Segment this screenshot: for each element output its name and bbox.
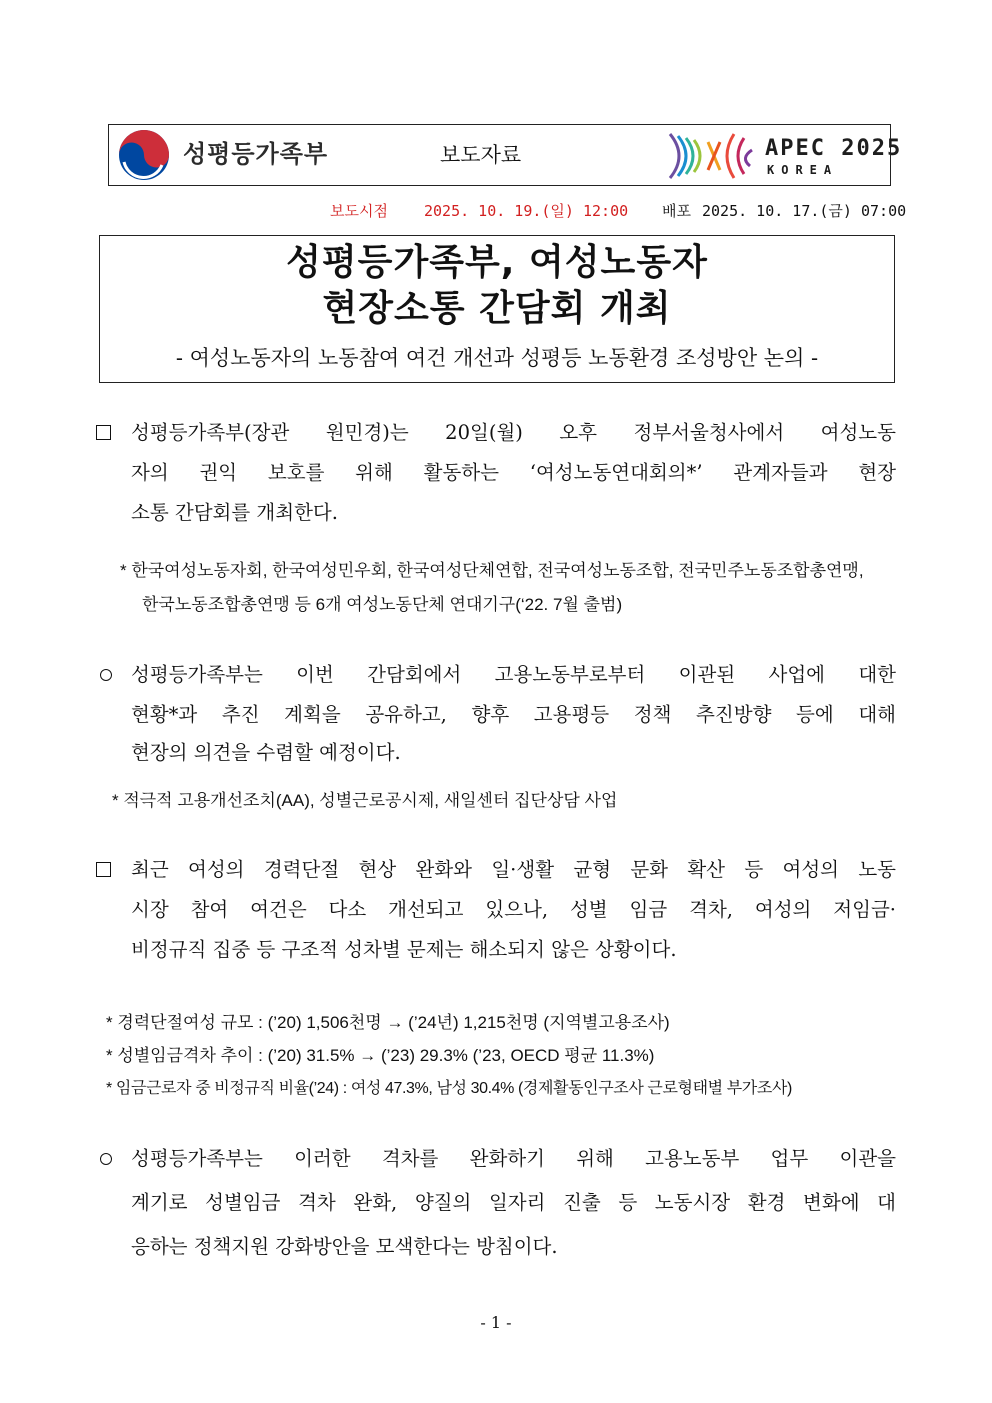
paragraph-line: 최근 여성의 경력단절 현상 완화와 일·생활 균형 문화 확산 등 여성의 노동 bbox=[131, 858, 896, 881]
paragraph-line: 계기로 성별임금 격차 완화, 양질의 일자리 진출 등 노동시장 환경 변화에 대 bbox=[131, 1191, 896, 1214]
distribution-value: 2025. 10. 17.(금) 07:00 bbox=[702, 202, 907, 220]
footnote-line: * 적극적 고용개선조치(AA), 성별근로공시제, 새일센터 집단상담 사업 bbox=[112, 791, 618, 810]
paragraph-line: 소통 간담회를 개최한다. bbox=[131, 501, 338, 524]
paragraph-line: 시장 참여 여건은 다소 개선되고 있으나, 성별 임금 격차, 여성의 저임금· bbox=[131, 898, 896, 921]
paragraph-line: 성평등가족부는 이러한 격차를 완화하기 위해 고용노동부 업무 이관을 bbox=[131, 1147, 896, 1170]
square-bullet-icon bbox=[96, 425, 111, 440]
apec-subtitle: KOREA bbox=[767, 163, 839, 177]
release-time-label: 보도시점 bbox=[330, 202, 388, 220]
paragraph-line: 현장의 의견을 수렴할 예정이다. bbox=[131, 741, 401, 764]
ministry-name: 성평등가족부 bbox=[183, 140, 329, 168]
footnote-line: 한국노동조합총연맹 등 6개 여성노동단체 연대기구(‘22. 7월 출범) bbox=[142, 595, 623, 614]
paragraph-line: 현황*과 추진 계획을 공유하고, 향후 고용평등 정책 추진방향 등에 대해 bbox=[131, 703, 896, 726]
page-number: - 1 - bbox=[480, 1313, 512, 1332]
footnote-line: * 경력단절여성 규모 : (’20) 1,506천명 → (’24년) 1,215천명 (지역별고용조사) bbox=[106, 1013, 670, 1032]
release-time-value: 2025. 10. 19.(일) 12:00 bbox=[424, 202, 629, 220]
footnote-line: * 임금근로자 중 비정규직 비율(’24) : 여성 47.3%, 남성 30.4% (경제활동인구조사 근로형태별 부가조사) bbox=[106, 1080, 792, 1097]
headline-line-2: 현장소통 간담회 개최 bbox=[322, 288, 672, 329]
square-bullet-icon bbox=[96, 862, 111, 877]
circle-bullet-icon bbox=[100, 669, 112, 681]
apec-title: APEC 2025 bbox=[765, 136, 903, 161]
paragraph-line: 비정규직 집중 등 구조적 성차별 문제는 해소되지 않은 상황이다. bbox=[131, 938, 677, 961]
paragraph-line: 응하는 정책지원 강화방안을 모색한다는 방침이다. bbox=[131, 1235, 558, 1258]
subtitle: - 여성노동자의 노동참여 여건 개선과 성평등 노동환경 조성방안 논의 - bbox=[175, 346, 819, 370]
footnote-line: * 한국여성노동자회, 한국여성민우회, 한국여성단체연합, 전국여성노동조합, 전국민주노동조합총연맹, bbox=[120, 561, 864, 580]
document-type: 보도자료 bbox=[440, 143, 522, 167]
paragraph-line: 성평등가족부는 이번 간담회에서 고용노동부로부터 이관된 사업에 대한 bbox=[131, 663, 896, 686]
distribution-label: 배포 bbox=[662, 202, 691, 220]
government-emblem-icon bbox=[118, 129, 170, 181]
paragraph-line: 자의 권익 보호를 위해 활동하는 ‘여성노동연대회의*’ 관계자들과 현장 bbox=[131, 461, 896, 484]
paragraph-line: 성평등가족부(장관 원민경)는 20일(월) 오후 정부서울청사에서 여성노동 bbox=[131, 421, 896, 444]
headline-line-1: 성평등가족부, 여성노동자 bbox=[286, 242, 708, 283]
apec-emblem-icon bbox=[664, 128, 756, 184]
footnote-line: * 성별임금격차 추이 : (’20) 31.5% → (’23) 29.3% (’23, OECD 평균 11.3%) bbox=[106, 1046, 655, 1065]
circle-bullet-icon bbox=[100, 1153, 112, 1165]
